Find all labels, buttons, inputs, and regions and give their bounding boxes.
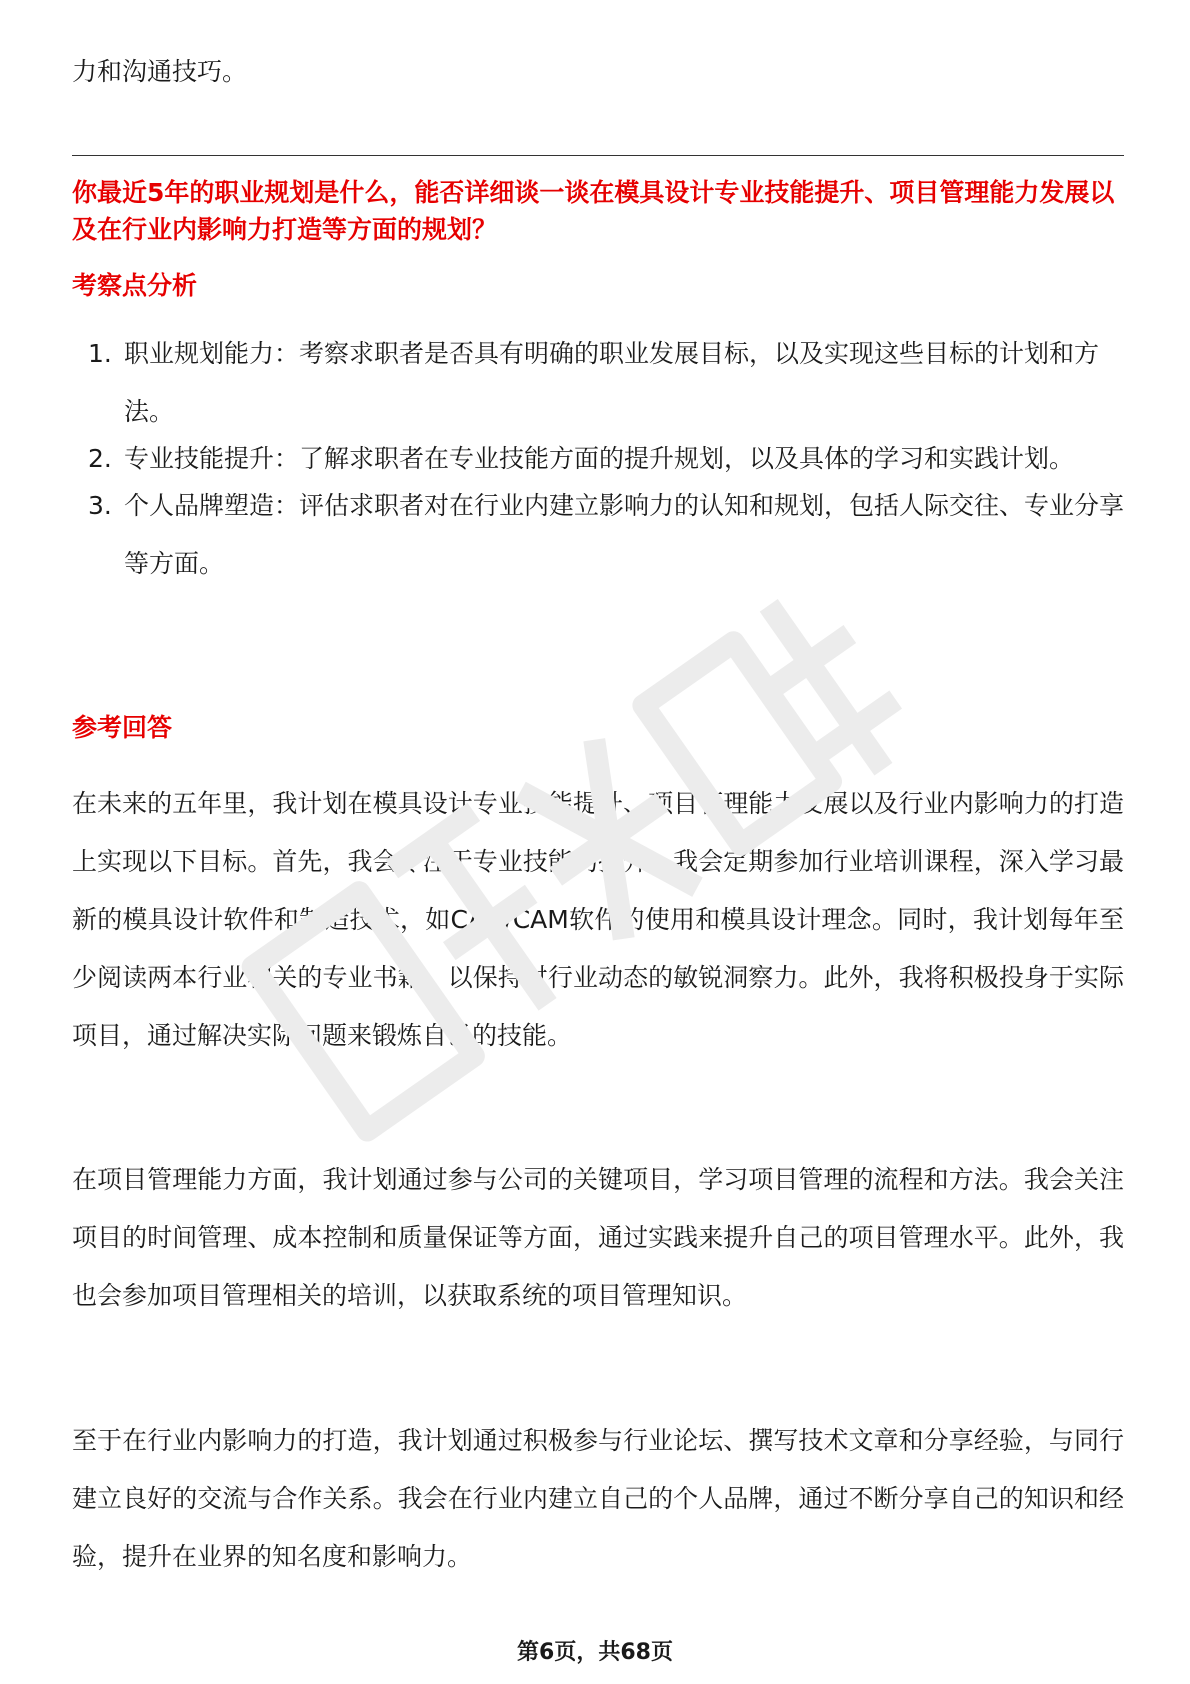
section-divider — [72, 155, 1124, 156]
answer-heading: 参考回答 — [72, 713, 173, 742]
list-item — [72, 325, 1124, 441]
answer-paragraph: 至于在行业内影响力的打造，我计划通过积极参与行业论坛、撰写技术文章和分享经验，与同行建立良好的交流与合作关系。我会在行业内建立自己的个人品牌，通过不断分享自己的知识和经验，提升在业界的知名度和影响力。 — [72, 1426, 1124, 1571]
list-item-text: 个人品牌塑造：评估求职者对在行业内建立影响力的认知和规划，包括人际交往、专业分享等方面。 — [124, 491, 1125, 578]
answer-paragraph: 在未来的五年里，我计划在模具设计专业技能提升、项目管理能力发展以及行业内影响力的打造上实现以下目标。首先，我会专注于专业技能的提升。我会定期参加行业培训课程，深入学习最新的模具设计软件和制造技术，如CAD/CAM软件的使用和模具设计理念。同时，我计划每年至少阅读两本行业相关的专业书籍，以保持对行业动态的敏锐洞察力。此外，我将积极投身于实际项目，通过解决实际问题来锻炼自己的技能。 — [72, 789, 1124, 1050]
list-item-number: 2. — [88, 444, 112, 473]
page-number-footer: 第6页，共68页 — [517, 1640, 673, 1665]
continued-text: 力和沟通技巧。 — [72, 57, 248, 86]
document-page — [72, 0, 1124, 1684]
interview-question: 你最近5年的职业规划是什么，能否详细谈一谈在模具设计专业技能提升、项目管理能力发展以及在行业内影响力打造等方面的规划？ — [72, 178, 1115, 244]
answer-paragraph: 在项目管理能力方面，我计划通过参与公司的关键项目，学习项目管理的流程和方法。我会关注项目的时间管理、成本控制和质量保证等方面，通过实践来提升自己的项目管理水平。此外，我也会参加项目管理相关的培训，以获取系统的项目管理知识。 — [72, 1165, 1124, 1310]
list-item — [72, 477, 1124, 593]
analysis-heading: 考察点分析 — [72, 271, 198, 300]
list-item-number: 1. — [88, 339, 112, 368]
list-item-number: 3. — [88, 491, 112, 520]
list-item-text: 职业规划能力：考察求职者是否具有明确的职业发展目标，以及实现这些目标的计划和方法。 — [124, 339, 1100, 426]
analysis-points-list — [72, 336, 1124, 593]
list-item-text: 专业技能提升：了解求职者在专业技能方面的提升规划，以及具体的学习和实践计划。 — [124, 444, 1075, 473]
